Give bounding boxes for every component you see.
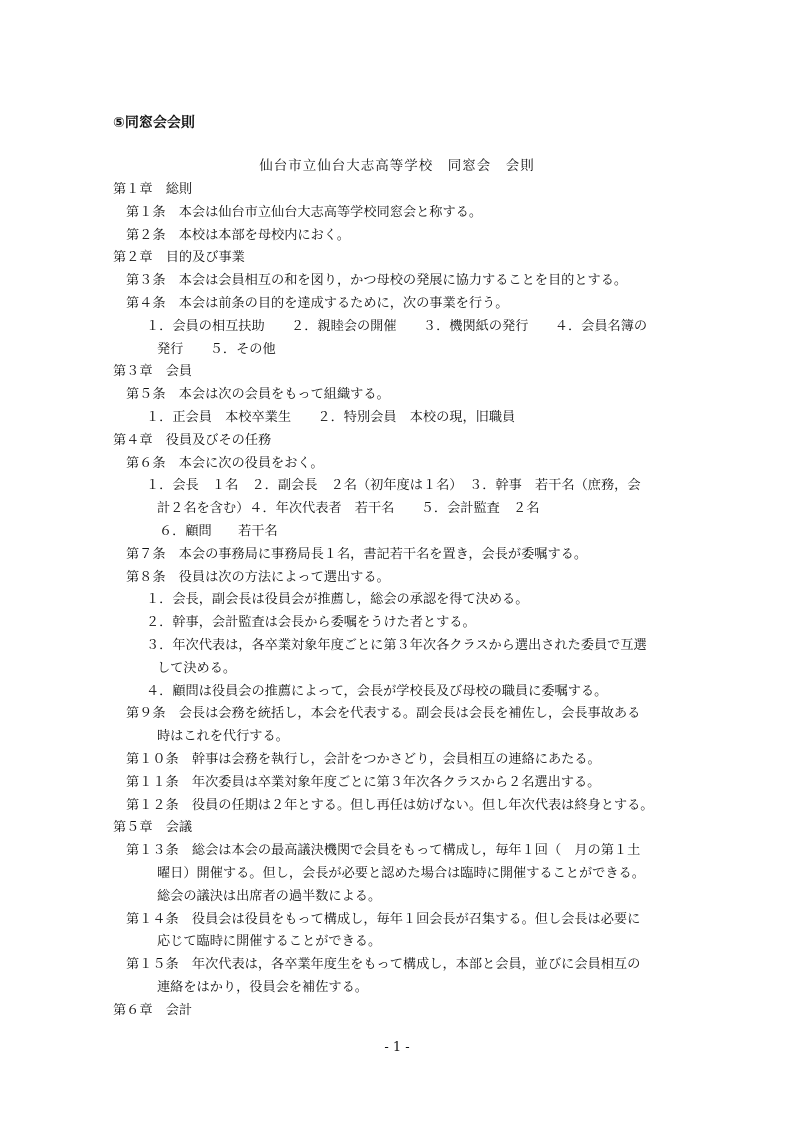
- article-line: ３．年次代表は，各卒業対象年度ごとに第３年次各クラスから選出された委員で互選: [146, 637, 647, 653]
- chapter-heading: 第６章 会計: [113, 1002, 193, 1018]
- article-line: 第１４条 役員会は役員をもって構成し，毎年１回会長が召集する。但し会長は必要に: [126, 911, 641, 927]
- article-line: 第７条 本会の事務局に事務局長１名，書記若干名を置き，会長が委嘱する。: [126, 546, 588, 562]
- article-line: 第１２条 役員の任期は２年とする。但し再任は妨げない。但し年次代表は終身とする。: [126, 797, 654, 813]
- article-line: ２．幹事，会計監査は会長から委嘱をうけた者とする。: [146, 615, 476, 631]
- article-line: 第１０条 幹事は会務を執行し，会計をつかさどり，会員相互の連絡にあたる。: [126, 751, 601, 767]
- article-line: 第８条 役員は次の方法によって選出する。: [126, 569, 390, 585]
- article-line: １．会員の相互扶助 ２．親睦会の開催 ３．機関紙の発行 ４．会員名簿の: [146, 318, 648, 334]
- article-line: 第１５条 年次代表は，各卒業年度生をもって構成し，本部と会員，並びに会員相互の: [126, 957, 641, 973]
- article-line: 総会の議決は出席者の過半数による。: [157, 888, 382, 904]
- article-line: して決める。: [157, 660, 237, 676]
- article-line: 第２条 本校は本部を母校内におく。: [126, 227, 350, 243]
- document-body: [113, 179, 693, 1022]
- article-line: 第４条 本会は前条の目的を達成するために，次の事業を行う。: [126, 295, 509, 311]
- article-line: 応じて臨時に開催することができる。: [157, 934, 382, 950]
- article-line: 第１３条 総会は本会の最高議決機関で会員をもって構成し，毎年１回（ 月の第１土: [126, 843, 641, 859]
- article-line: 第１条 本会は仙台市立仙台大志高等学校同窓会と称する。: [126, 204, 483, 220]
- chapter-heading: 第１章 総則: [113, 182, 193, 197]
- article-line: 時はこれを代行する。: [157, 729, 289, 745]
- article-line: １．会長 １名 ２．副会長 ２名（初年度は１名） ３．幹事 若干名（庶務，会: [146, 478, 641, 494]
- article-line: 発行 ５．その他: [157, 341, 276, 357]
- page-number: - 1 -: [384, 1040, 410, 1055]
- chapter-heading: 第４章 役員及びその任務: [113, 432, 272, 448]
- article-line: 第５条 本会は次の会員をもって組織する。: [126, 387, 390, 403]
- article-line: ４．顧問は役員会の推薦によって，会長が学校長及び母校の職員に委嘱する。: [146, 683, 608, 699]
- article-line: 計２名を含む）４．年次代表者 若干名 ５．会計監査 ２名: [157, 501, 540, 517]
- article-line: 連絡をはかり，役員会を補佐する。: [157, 979, 368, 995]
- article-line: １．会長，副会長は役員会が推薦し，総会の承認を得て決める。: [146, 592, 529, 608]
- article-line: ６．顧問 若干名: [159, 523, 278, 539]
- article-line: １．正会員 本校卒業生 ２．特別会員 本校の現，旧職員: [146, 409, 516, 425]
- article-line: 第９条 会長は会務を統括し，本会を代表する。副会長は会長を補佐し，会長事故ある: [126, 706, 641, 722]
- article-line: 第１１条 年次委員は卒業対象年度ごとに第３年次各クラスから２名選出する。: [126, 774, 601, 790]
- document-title: 仙台市立仙台大志高等学校 同窓会 会則: [259, 158, 535, 174]
- chapter-heading: 第３章 会員: [113, 364, 193, 380]
- article-line: 曜日）開催する。但し，会長が必要と認めた場合は臨時に開催することができる。: [157, 865, 645, 881]
- article-line: 第６条 本会に次の役員をおく。: [126, 455, 324, 471]
- chapter-heading: 第５章 会議: [113, 820, 193, 836]
- chapter-heading: 第２章 目的及び事業: [113, 250, 245, 266]
- section-heading: ⑤同窓会会則: [113, 115, 195, 131]
- article-line: 第３条 本会は会員相互の和を図り，かつ母校の発展に協力することを目的とする。: [126, 273, 628, 289]
